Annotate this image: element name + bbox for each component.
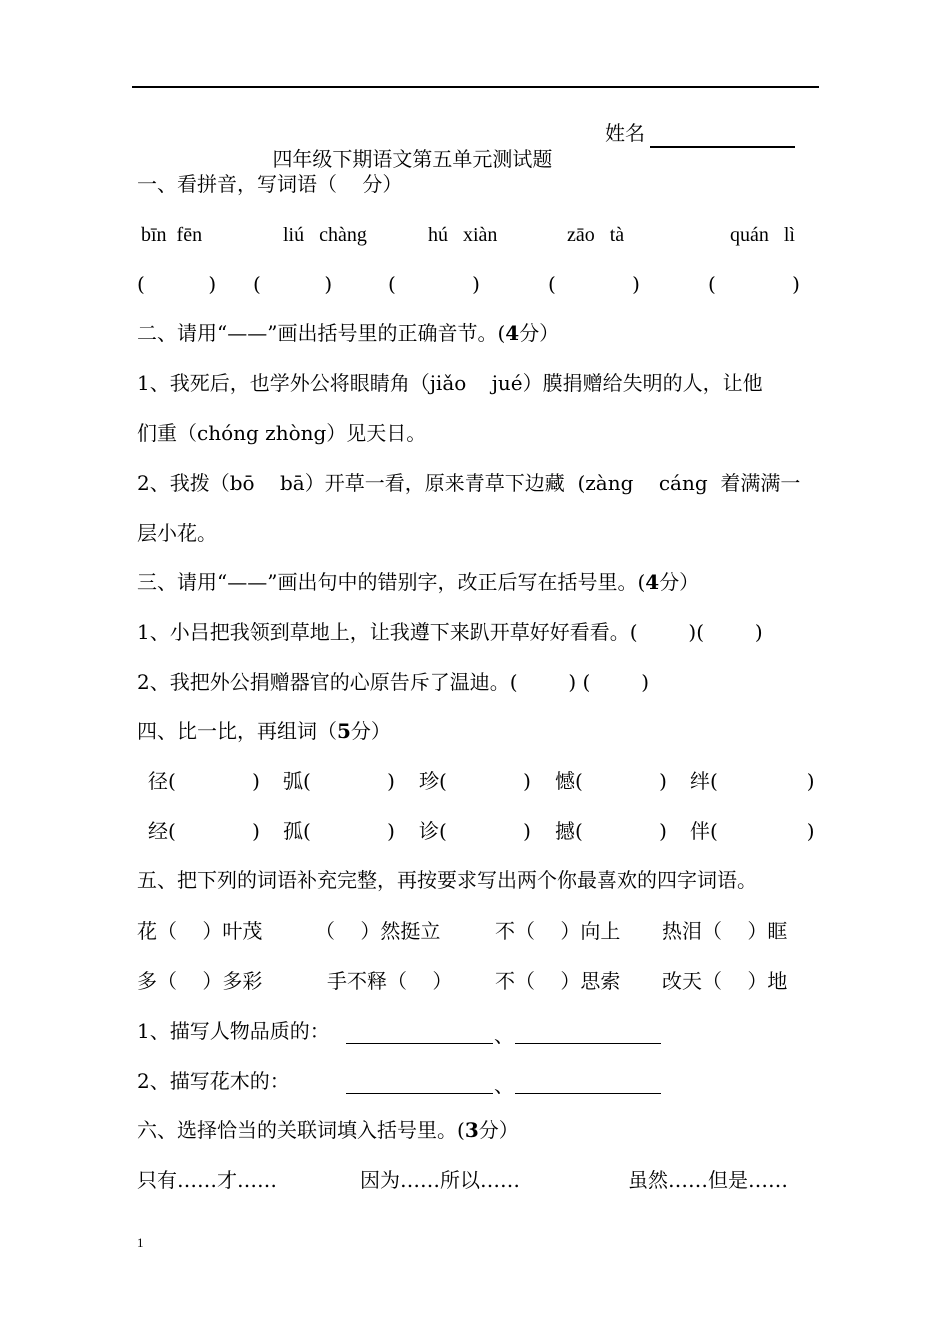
compare-r1-1[interactable]: 径( ) — [148, 769, 260, 793]
compare-r2-1[interactable]: 经( ) — [148, 819, 260, 843]
compare-r2-2[interactable]: 孤( ) — [283, 819, 395, 843]
name-blank[interactable] — [650, 146, 795, 148]
name-label: 姓名 — [605, 121, 645, 145]
idiom-r2-1[interactable]: 多（ ）多彩 — [137, 969, 263, 993]
compare-r1-5[interactable]: 绊( ) — [690, 769, 815, 793]
section5-heading: 五、把下列的词语补充完整，再按要求写出两个你最喜欢的四字词语。 — [137, 868, 757, 892]
section6-heading: 六、选择恰当的关联词填入括号里。(3分） — [137, 1118, 519, 1142]
answer-bracket-1[interactable]: ( ) — [137, 272, 217, 296]
section2-q1-line2: 们重（chóng zhòng）见天日。 — [137, 421, 427, 445]
connector-option-2: 因为……所以…… — [360, 1168, 520, 1192]
q1-blank-1[interactable] — [346, 1043, 493, 1044]
compare-r2-3[interactable]: 诊( ) — [419, 819, 531, 843]
answer-bracket-2[interactable]: ( ) — [253, 272, 333, 296]
title-text: 四年级下期语文第五单元测试题 — [272, 147, 553, 171]
q2-blank-2[interactable] — [515, 1093, 661, 1094]
idiom-r2-2[interactable]: 手不释（ ） — [327, 969, 453, 993]
q1-label: 1、描写人物品质的： — [137, 1019, 330, 1043]
section4-heading: 四、比一比，再组词（5分） — [137, 719, 391, 743]
pinyin-3: hú xiàn — [428, 224, 498, 246]
idiom-r2-3[interactable]: 不（ ）思索 — [495, 969, 621, 993]
pinyin-4: zāo tà — [567, 224, 625, 246]
answer-bracket-5[interactable]: ( ) — [708, 272, 800, 296]
answer-bracket-4[interactable]: ( ) — [548, 272, 640, 296]
section3-q2: 2、我把外公捐赠器官的心原告斥了温迪。( ) ( ) — [137, 670, 650, 694]
section2-q2-line2: 层小花。 — [137, 521, 217, 545]
section3-q1: 1、小吕把我领到草地上，让我遵下来趴开草好好看看。( )( ) — [137, 620, 763, 644]
compare-r1-3[interactable]: 珍( ) — [419, 769, 531, 793]
connector-option-3: 虽然……但是…… — [628, 1168, 788, 1192]
section3-heading: 三、请用“——”画出句中的错别字，改正后写在括号里。(4分） — [137, 570, 700, 594]
compare-r1-2[interactable]: 弧( ) — [283, 769, 395, 793]
answer-bracket-3[interactable]: ( ) — [388, 272, 480, 296]
header-rule — [132, 86, 819, 88]
idiom-r1-4[interactable]: 热泪（ ）眶 — [662, 919, 788, 943]
q1-blank-2[interactable] — [515, 1043, 661, 1044]
compare-r1-4[interactable]: 憾( ) — [555, 769, 667, 793]
compare-r2-5[interactable]: 伴( ) — [690, 819, 815, 843]
idiom-r1-1[interactable]: 花（ ）叶茂 — [137, 919, 263, 943]
q1-separator: 、 — [494, 1023, 514, 1047]
pinyin-1: bīn fēn — [141, 224, 203, 246]
section2-q1-line1: 1、我死后，也学外公将眼睛角（jiǎo jué）膜捐赠给失明的人，让他 — [137, 371, 763, 395]
section1-heading: 一、看拼音，写词语（ 分） — [137, 172, 403, 196]
idiom-r1-3[interactable]: 不（ ）向上 — [495, 919, 621, 943]
connector-option-1: 只有……才…… — [137, 1168, 277, 1192]
section2-heading: 二、请用“——”画出括号里的正确音节。(4分） — [137, 321, 560, 345]
page-number: 1 — [137, 1235, 144, 1250]
q2-blank-1[interactable] — [346, 1093, 493, 1094]
compare-r2-4[interactable]: 撼( ) — [555, 819, 667, 843]
idiom-r2-4[interactable]: 改天（ ）地 — [662, 969, 788, 993]
q2-separator: 、 — [494, 1073, 514, 1097]
pinyin-2: liú chàng — [283, 224, 367, 246]
idiom-r1-2[interactable]: （ ）然挺立 — [315, 919, 441, 943]
pinyin-5: quán lì — [730, 224, 795, 246]
q2-label: 2、描写花木的： — [137, 1069, 290, 1093]
section2-q2-line1: 2、我拨（bō bā）开草一看，原来青草下边藏 (zàng cáng 着满满一 — [137, 471, 801, 495]
